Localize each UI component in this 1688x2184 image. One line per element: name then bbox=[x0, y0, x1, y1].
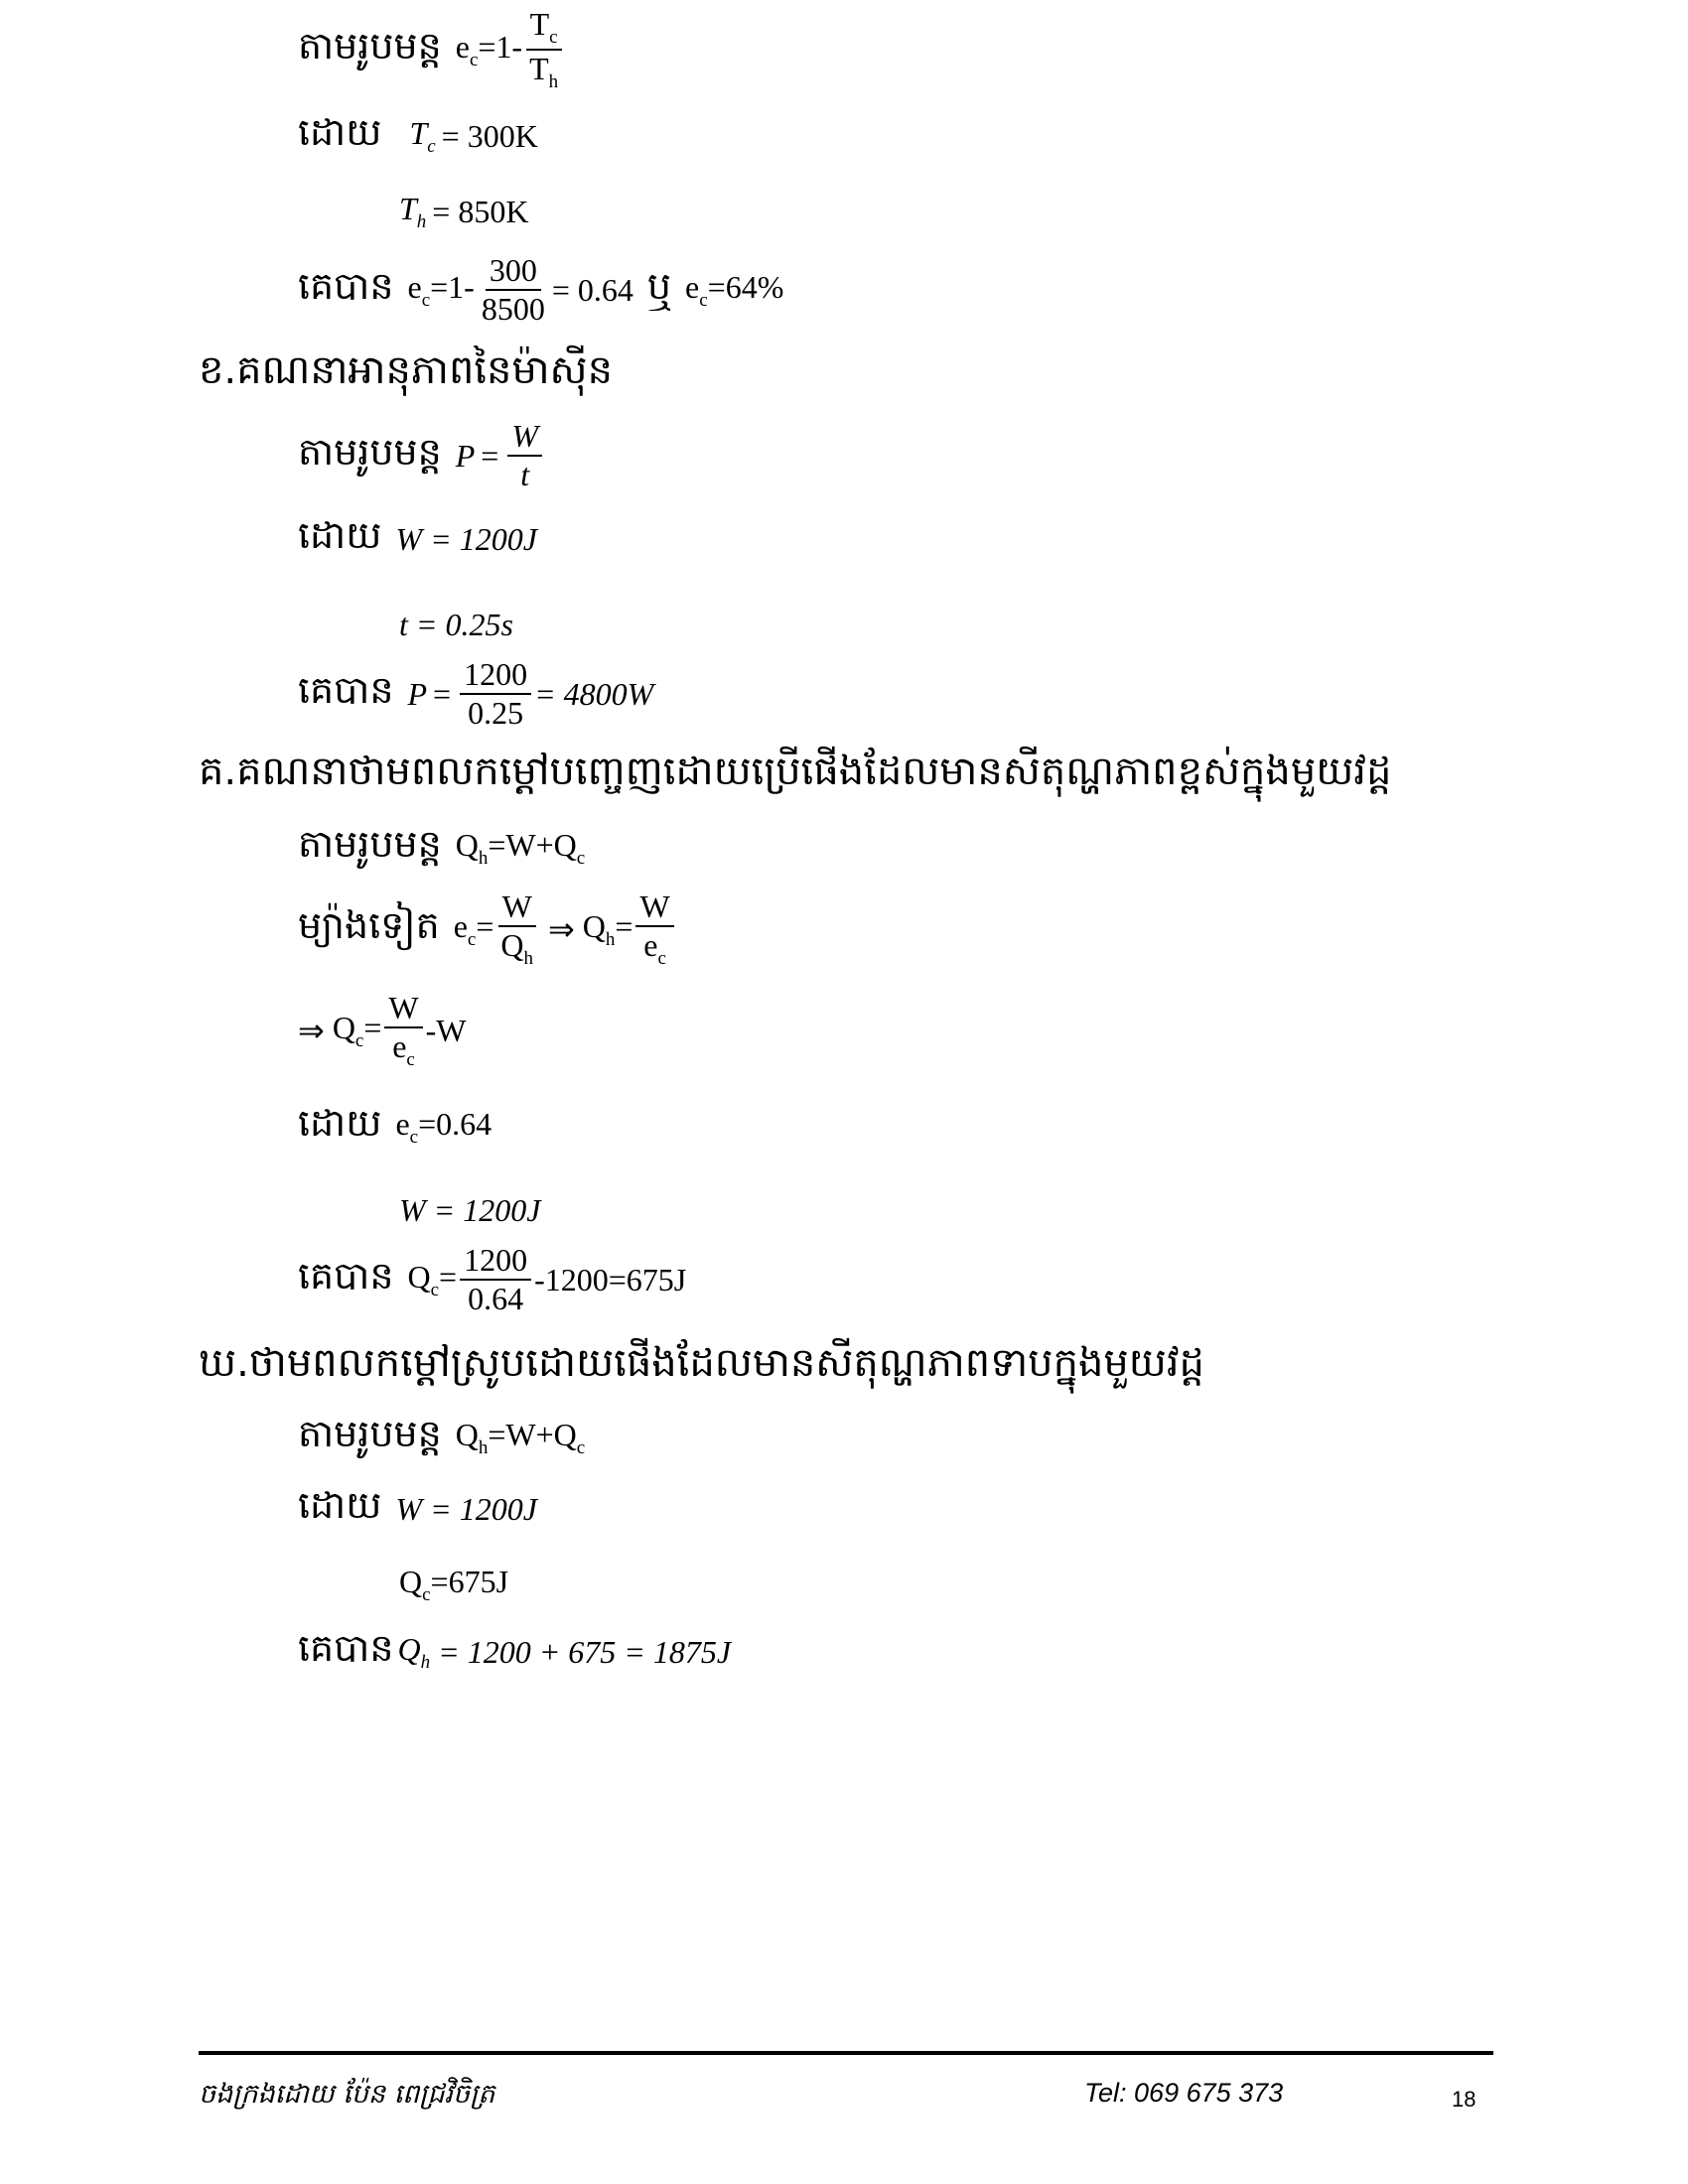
footer-author: ចងក្រងដោយ ប៉ែន ពេជ្រវិចិត្រ bbox=[199, 2079, 495, 2110]
given-label: ដោយ bbox=[298, 110, 382, 154]
given-th-line: $T_h$ = 850K bbox=[399, 190, 529, 232]
fraction-w-ec-2: $\frac{W}{e_c}$ bbox=[384, 990, 422, 1071]
section-heading-heat-released: គ.គណនាថាមពលកម្តៅបញ្ចេញដោយប្រើផើងដែលមានសីតុណ្ហភាពខ្ពស់ក្នុងមួយវដ្ត bbox=[199, 748, 1392, 794]
or-word: ឬ bbox=[646, 264, 671, 308]
section-heading-power: ខ.គណនាអានុភាពនៃម៉ាស៊ីន bbox=[199, 346, 614, 393]
derivation-qc-line: ⇒ $Q_c=$ $\frac{W}{e_c}$ -W bbox=[298, 990, 467, 1070]
result-label: គេបាន bbox=[298, 264, 394, 308]
given-tc-line: ដោយ $T_c$ = 300K bbox=[298, 111, 538, 161]
result-power-line: គេបាន P = $\frac{1200}{0.25}$ = 4800W bbox=[298, 656, 654, 731]
given-work-line: ដោយ W = 1200J bbox=[298, 513, 537, 557]
fraction-1200-025: $\frac{1200}{0.25}$ bbox=[460, 656, 531, 732]
given-ec-line: ដោយ $e_c=0.64$ bbox=[298, 1101, 492, 1148]
given-work-line-2: W = 1200J bbox=[399, 1191, 541, 1228]
formula-label: តាមរូបមន្ត bbox=[298, 24, 442, 68]
formula-qh-line: តាមរូបមន្ត $Q_h=W+Q_c$ bbox=[298, 822, 586, 869]
fraction-w-t: $\frac{W}{t}$ bbox=[507, 418, 542, 493]
fraction-300-8500: $\frac{300}{8500}$ bbox=[481, 252, 545, 327]
formula-qh-line-2: តាមរូបមន្ត $Q_h=W+Q_c$ bbox=[298, 1412, 586, 1458]
fraction-w-ec: $\frac{W}{e_c}$ bbox=[635, 888, 673, 970]
given-work-line-3: ដោយ W = 1200J bbox=[298, 1483, 537, 1527]
fraction-1200-064: $\frac{1200}{0.64}$ bbox=[460, 1242, 531, 1317]
footer-divider bbox=[199, 2051, 1493, 2055]
section-heading-heat-absorbed: ឃ.ថាមពលកម្តៅស្រូបដោយផើងដែលមានសីតុណ្ហភាពទាបក្នុងមួយវដ្ត bbox=[199, 1339, 1204, 1386]
formula-power-line: តាមរូបមន្ត P = $\frac{W}{t}$ bbox=[298, 413, 545, 498]
given-qc-line: $Q_c=675J$ bbox=[399, 1563, 509, 1605]
tc-value: = 300K bbox=[441, 117, 538, 154]
result-qh-line: គេបាន $Q_h$ = 1200 + 675 = 1875J bbox=[298, 1626, 732, 1673]
result-efficiency-line: គេបាន $e_c=1-$ $\frac{300}{8500}$ = 0.64 ឬ $e_c=64\%$ bbox=[298, 252, 784, 327]
fraction-tc-th: $\frac{T_c}{T_h}$ bbox=[525, 6, 562, 93]
page-number: 18 bbox=[1452, 2087, 1477, 2112]
derivation-line: ម្យ៉ាងទៀត $e_c=$ $\frac{W}{Q_h}$ ⇒ $Q_h=$ $\frac{W}{e_c}$ bbox=[298, 882, 677, 977]
work-value: W = 1200J bbox=[395, 520, 537, 557]
result-qc-line: គេបាន $Q_c=$ $\frac{1200}{0.64}$ -1200=675J bbox=[298, 1242, 687, 1316]
th-value: = 850K bbox=[432, 193, 529, 229]
formula-efficiency-line: តាមរូបមន្ត $e_c=1-$ $\frac{T_c}{T_h}$ bbox=[298, 12, 565, 87]
footer-telephone: Tel: 069 675 373 bbox=[1084, 2078, 1284, 2108]
given-time-line bbox=[399, 600, 513, 649]
time-value: t = 0.25s bbox=[399, 606, 513, 642]
fraction-w-qh: $\frac{W}{Q_h}$ bbox=[496, 888, 537, 970]
